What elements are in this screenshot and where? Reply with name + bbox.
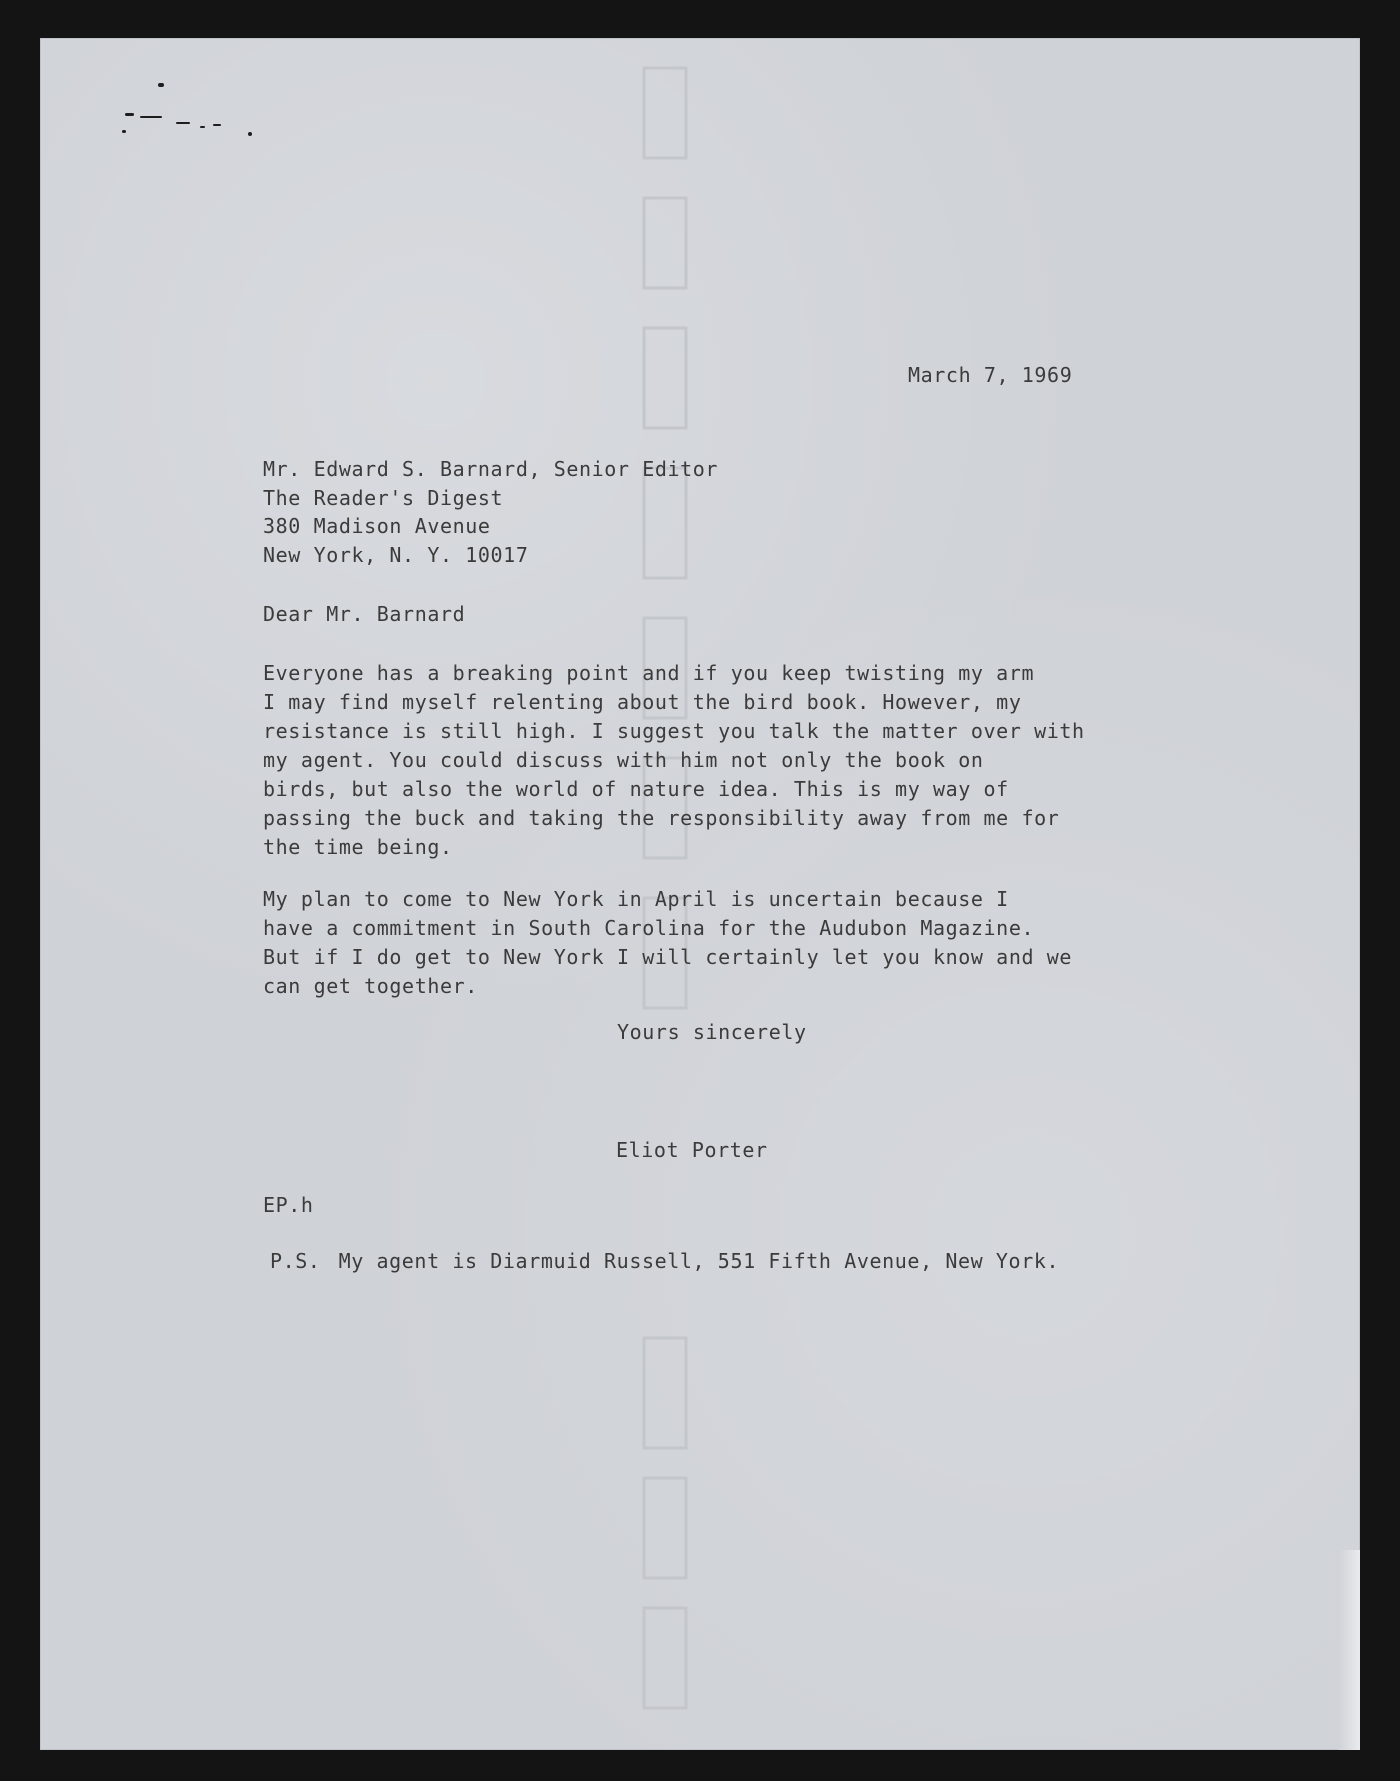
recipient-line: 380 Madison Avenue (263, 514, 491, 539)
body-paragraph-1 (263, 659, 1085, 862)
recipient-line: Mr. Edward S. Barnard, Senior Editor (263, 457, 719, 481)
paper-specks (80, 78, 220, 118)
body-line: birds, but also the world of nature idea. This is my way of (263, 777, 1009, 801)
letter-date: March 7, 1969 (908, 363, 1073, 387)
recipient-line: New York, N. Y. 10017 (263, 542, 529, 567)
body-line: Everyone has a breaking point and if you keep twisting my arm (263, 661, 1035, 685)
salutation: Dear Mr. Barnard (263, 602, 466, 626)
letter-page (40, 38, 1360, 1750)
recipient-line: The Reader's Digest (263, 485, 504, 510)
body-line: passing the buck and taking the responsibility away from me for (263, 806, 1060, 830)
closing: Yours sincerely (617, 1020, 807, 1044)
body-line: the time being. (263, 835, 453, 859)
recipient-address (263, 455, 718, 569)
postscript-text: My agent is Diarmuid Russell, 551 Fifth Avenue, New York. (338, 1249, 1060, 1273)
postscript (270, 1249, 1059, 1273)
signature-name: Eliot Porter (616, 1138, 768, 1162)
body-line: My plan to come to New York in April is uncertain because I (263, 887, 1009, 911)
body-line: can get together. (263, 974, 478, 998)
body-line: But if I do get to New York I will certainly let you know and we (263, 945, 1073, 969)
postscript-label: P.S. (270, 1249, 321, 1273)
body-paragraph-2 (263, 885, 1072, 1001)
typist-initials: EP.h (263, 1193, 314, 1217)
body-line: I may find myself relenting about the bird book. However, my (263, 690, 1022, 714)
body-line: my agent. You could discuss with him not only the book on (263, 748, 984, 772)
page-edge-fold (1338, 1550, 1360, 1750)
body-line: resistance is still high. I suggest you talk the matter over with (263, 719, 1085, 743)
body-line: have a commitment in South Carolina for the Audubon Magazine. (263, 916, 1035, 940)
